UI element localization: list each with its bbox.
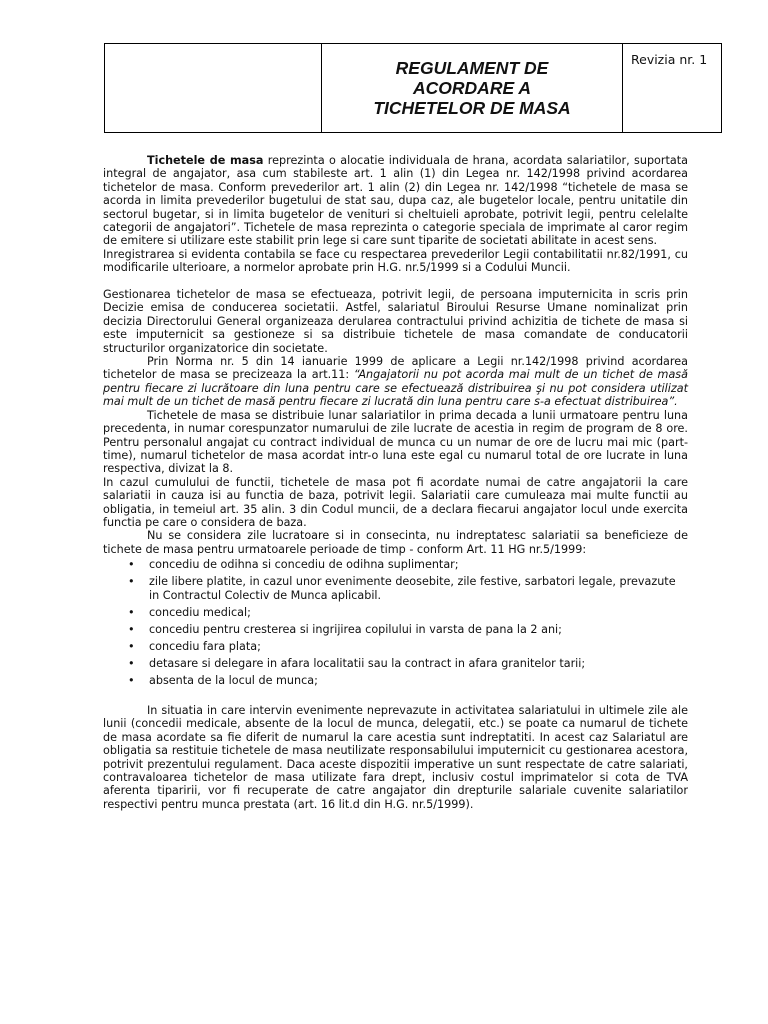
paragraph-3: Gestionarea tichetelor de masa se efectueaza, potrivit legii, de persoana imputernicita in scris prin Decizie emisa de conducerea societatii. Astfel, salariatul Biroului Resurse Umane nominalizat prin decizia Directorului General organizeaza derularea contractului privind achizitia de tichete de masa si este imputernicit sa gestioneze si sa distribuie tichetele de masa comandate de conducatorii structurilor organizatorice din societate. <box>103 288 688 355</box>
header-table <box>104 43 722 133</box>
paragraph-4-text: Prin Norma nr. 5 din 14 ianuarie 1999 de aplicare a Legii nr.142/1998 privind acordarea tichetelor de masa se precizeaza la art.11: <box>103 355 688 382</box>
bullet-icon: • <box>128 622 135 636</box>
document-title <box>322 44 623 133</box>
paragraph-4-quote: “Angajatorii nu pot acorda mai mult de un tichet de masă pentru fiecare zi lucrătoare din luna pentru care se efectuează distribuirea şi nu pot considera utilizat mai mult de un tichet de masă pentru fiecare zi lucrată din luna pentru care s-a efectuat distribuirea”. <box>103 368 688 409</box>
list-item-text: concediu fara plata; <box>149 639 261 653</box>
document-body <box>103 154 688 811</box>
list-item-text: concediu de odihna si concediu de odihna suplimentar; <box>149 558 459 572</box>
list-item <box>103 623 688 636</box>
logo-cell <box>105 44 322 133</box>
exclusion-list <box>103 558 688 687</box>
paragraph-4 <box>103 355 688 409</box>
paragraph-1 <box>103 154 688 248</box>
spacer <box>103 691 688 704</box>
paragraph-8: In situatia in care intervin evenimente neprevazute in activitatea salariatului in ultimele zile ale lunii (concedii medicale, absente de la locul de munca, delegatii, etc.) se poate ca numarul de tichete de masa acordate sa fie diferit de numarul la care acestia sunt indreptatiti. In acest caz Salariatul are obligatia sa restituie tichetele de masa neutilizate responsabilului imputernicit cu gestionarea acestora, potrivit prezentului regulament. Daca aceste dispozitii imperative un sunt respectate de catre salariati, contravaloarea tichetelor de masa utilizate fara drept, inclusiv costul imprimatelor si cota de TVA aferenta tiparirii, vor fi recuperate de catre angajator din drepturile salariale cuvenite salariatilor respectivi pentru munca prestata (art. 16 lit.d din H.G. nr.5/1999). <box>103 703 688 811</box>
list-item-text: concediu pentru cresterea si ingrijirea copilului in varsta de pana la 2 ani; <box>149 622 562 636</box>
title-line-3: TICHETELOR DE MASA <box>373 98 571 118</box>
spacer <box>103 275 688 288</box>
list-item <box>103 575 688 602</box>
list-item <box>103 674 688 687</box>
paragraph-1-text: reprezinta o alocatie individuala de hrana, acordata salariatilor, suportata integral de angajator, asa cum stabileste art. 1 alin (1) din Legea nr. 142/1998 privind acordarea tichetelor de masa. Conform prevederilor art. 1 alin (2) din Legea nr. 142/1998 “tichetele de masa se acorda in limita prevederilor bugetului de stat sau, dupa caz, ale bugetelor locale, pentru unitatile din sectorul bugetar, si in limita bugetelor de venituri si cheltuieli aprobate, potrivit legii, pentru celelalte categorii de angajatori”. Tichetele de masa reprezinta o categorie speciala de imprimate al caror regim de emitere si utilizare este stabilit prin lege si care sunt tiparite de societati abilitate in acest sens. <box>103 154 688 248</box>
list-item <box>103 657 688 670</box>
title-line-2: ACORDARE A <box>413 78 531 98</box>
list-item <box>103 606 688 619</box>
list-item <box>103 558 688 571</box>
paragraph-2: Inregistrarea si evidenta contabila se face cu respectarea prevederilor Legii contabilitatii nr.82/1991, cu modificarile ulterioare, a normelor aprobate prin H.G. nr.5/1999 si a Codului Muncii. <box>103 247 688 275</box>
bullet-icon: • <box>128 558 135 572</box>
revision-label: Revizia nr. 1 <box>631 52 708 67</box>
paragraph-1-lead: Tichetele de masa <box>147 154 264 167</box>
paragraph-7: Nu se considera zile lucratoare si in consecinta, nu indreptatesc salariatii sa beneficieze de tichete de masa pentru urmatoarele perioade de timp - conform Art. 11 HG nr.5/1999: <box>103 529 688 556</box>
title-line-1: REGULAMENT DE <box>395 58 549 78</box>
bullet-icon: • <box>128 673 135 687</box>
revision-cell <box>623 44 722 133</box>
bullet-icon: • <box>128 575 135 589</box>
paragraph-5: Tichetele de masa se distribuie lunar salariatilor in prima decada a lunii urmatoare pentru luna precedenta, in numar corespunzator numarului de zile lucrate de acestia in regim de program de 8 ore. Pentru personalul angajat cu contract individual de munca cu un numar de ore de lucru mai mic (part-time), numarul tichetelor de masa acordat intr-o luna este egal cu numarul total de ore lucrate in luna respectiva, divizat la 8. <box>103 408 688 476</box>
paragraph-6: In cazul cumulului de functii, tichetele de masa pot fi acordate numai de catre angajatorii la care salariatii in cauza isi au functia de baza, potrivit legii. Salariatii care cumuleaza mai multe functii au obligatia, in temeiul art. 35 alin. 3 din Codul muncii, de a declara fiecarui angajator locul unde exercita functia pe care o considera de baza. <box>103 475 688 529</box>
list-item-text: absenta de la locul de munca; <box>149 673 318 687</box>
bullet-icon: • <box>128 605 135 619</box>
list-item-text: detasare si delegare in afara localitatii sau la contract in afara granitelor tarii; <box>149 656 586 670</box>
list-item <box>103 640 688 653</box>
bullet-icon: • <box>128 656 135 670</box>
bullet-icon: • <box>128 639 135 653</box>
list-item-text: zile libere platite, in cazul unor evenimente deosebite, zile festive, sarbatori legale, prevazute in Contractul Colectiv de Munca aplicabil. <box>149 575 676 602</box>
list-item-text: concediu medical; <box>149 605 251 619</box>
